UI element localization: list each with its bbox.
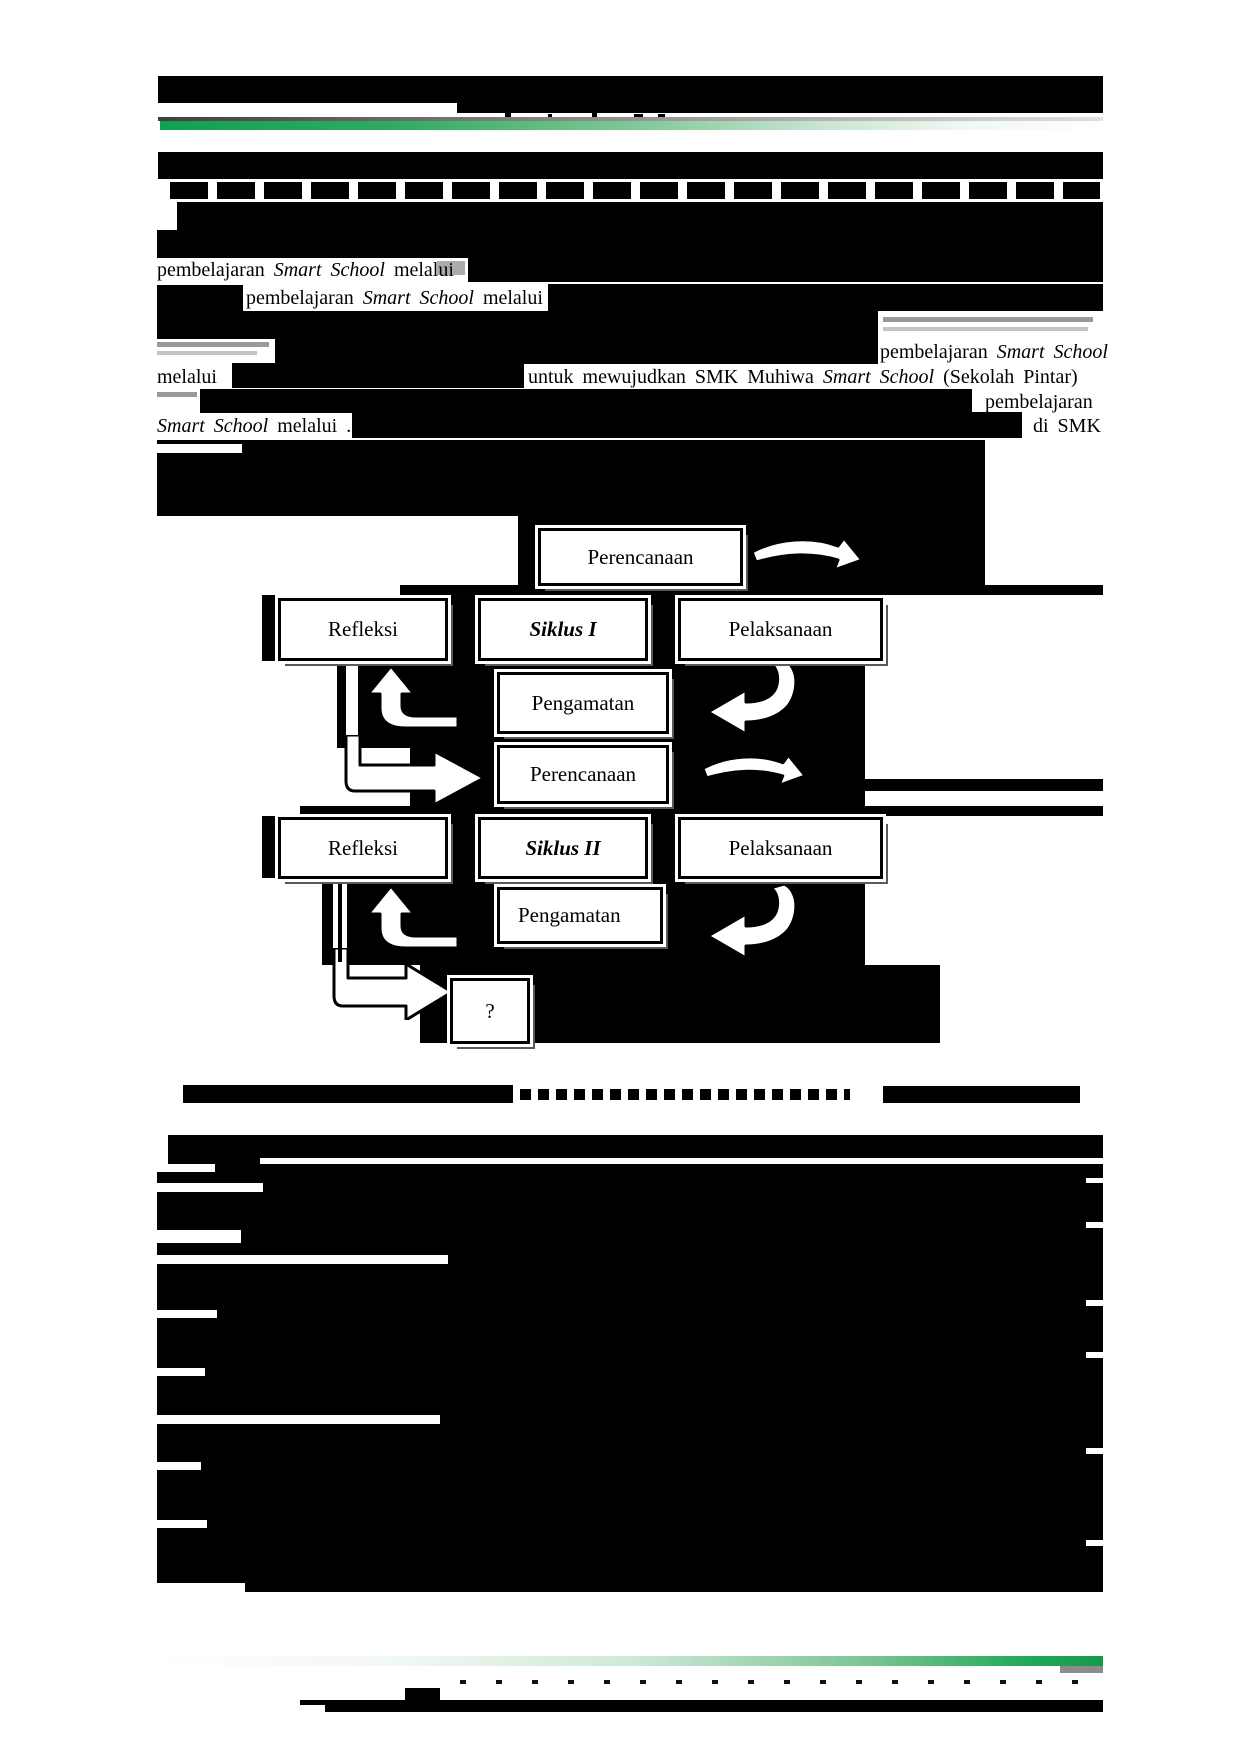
paragraph-line (157, 366, 217, 389)
text-fragment-italic: Smart School (362, 287, 474, 309)
text-fragment: pembelajaran (246, 287, 363, 309)
erased-text-remnant (157, 342, 269, 347)
paragraph-indent-gap (157, 1462, 201, 1470)
line-end-gap (1086, 1222, 1103, 1228)
flow-box-pengamatan-2 (497, 887, 663, 944)
flow-connector-line-inner (338, 878, 342, 962)
arrow-curve-down-icon (698, 748, 812, 800)
arrow-bent-up-icon (360, 882, 460, 952)
redaction-patch (800, 779, 1103, 791)
paragraph-line (1033, 415, 1101, 438)
text-fragment: pembelajaran (985, 391, 1093, 413)
paragraph-line (157, 259, 454, 282)
redaction-patch (400, 585, 1103, 595)
redaction-bar (157, 440, 985, 516)
erased-text-remnant (157, 392, 197, 397)
line-end-gap (1086, 1448, 1103, 1454)
paragraph-indent-gap (157, 1310, 217, 1318)
text-fragment-italic: Smart School (157, 415, 269, 437)
flow-box-refleksi-1 (278, 598, 448, 661)
text-fragment: melalui (473, 287, 543, 309)
text-fragment: pembelajaran (157, 259, 274, 281)
header-green-rule (160, 121, 1103, 130)
text-fragment: pembelajaran (880, 341, 997, 363)
text-fragment: melalui (384, 259, 454, 281)
paragraph-indent-gap (157, 1183, 263, 1192)
flow-box-label: Perencanaan (587, 544, 694, 569)
paragraph-line (246, 287, 543, 310)
line-end-gap (1086, 1352, 1103, 1358)
flow-box-perencanaan-2 (497, 745, 669, 804)
paragraph-line (880, 341, 1108, 364)
flow-box-label: Perencanaan (529, 762, 637, 786)
paragraph-indent-gap (157, 1255, 448, 1264)
redaction-bar (170, 182, 1100, 199)
flow-box-siklus-1 (478, 598, 648, 661)
arrow-bent-up-icon (360, 662, 460, 732)
text-fragment: (Sekolah Pintar) (934, 366, 1078, 388)
line-end-gap (1086, 1540, 1103, 1546)
redaction-bar (157, 285, 243, 311)
redaction-bar (158, 152, 1103, 179)
arrow-uturn-left-icon (686, 880, 801, 962)
redaction-bar (183, 1085, 513, 1103)
flow-box-refleksi-2 (278, 817, 448, 879)
redaction-bar (352, 412, 1022, 438)
flow-box-pelaksanaan-1 (678, 598, 883, 661)
redaction-bar (300, 1700, 325, 1705)
redaction-patch (300, 806, 1103, 816)
flow-box-label: Siklus I (529, 617, 597, 641)
flow-box-pengamatan-1 (497, 672, 669, 734)
redaction-bar (460, 1680, 1090, 1684)
redaction-bar (157, 202, 1103, 258)
paragraph-indent-gap (157, 202, 177, 230)
footer-green-rule (158, 1656, 1103, 1666)
flow-box-perencanaan-1 (538, 528, 743, 586)
text-fragment-italic: Smart School (996, 341, 1108, 363)
text-fragment: melalui (157, 366, 217, 388)
paragraph-indent-gap (157, 1520, 207, 1528)
redaction-bar (325, 1700, 1103, 1712)
redaction-bar (232, 363, 524, 388)
flow-box-siklus-2 (478, 817, 648, 879)
flow-box-label: Refleksi (328, 835, 398, 860)
arrow-elbow-right-icon (338, 735, 488, 807)
flow-box-label: Siklus II (525, 835, 601, 860)
redaction-bar (157, 311, 878, 339)
redaction-bar (520, 1089, 850, 1100)
redaction-bar (457, 103, 1103, 113)
redaction-bar (158, 76, 1103, 103)
text-fragment: di SMK (1033, 415, 1101, 437)
paragraph-line (985, 391, 1093, 414)
redaction-bar (548, 284, 1103, 311)
erased-text-remnant (883, 317, 1093, 322)
line-end-gap (1086, 1178, 1103, 1183)
paragraph-line (528, 366, 1078, 389)
arrow-elbow-right-icon (326, 948, 454, 1020)
paragraph-indent-gap (157, 444, 242, 453)
redaction-bar (883, 1086, 1080, 1103)
redaction-block (157, 1164, 1103, 1592)
paragraph-indent-gap (157, 1368, 205, 1376)
flow-box-question (450, 978, 530, 1044)
arrow-uturn-left-icon (686, 656, 801, 738)
flow-box-label: ? (485, 998, 495, 1023)
paragraph-indent-gap (157, 1583, 245, 1592)
text-fragment-italic: Smart School (822, 366, 935, 388)
flow-box-label: Pelaksanaan (728, 617, 833, 641)
paragraph-indent-gap (157, 1415, 440, 1424)
flow-box-label: Pelaksanaan (728, 835, 833, 860)
line-end-gap (1086, 1300, 1103, 1306)
flow-box-pelaksanaan-2 (678, 817, 883, 879)
erased-text-remnant (883, 327, 1088, 331)
redaction-bar (200, 389, 972, 413)
redaction-bar (168, 1135, 1103, 1158)
erased-text-remnant (157, 351, 257, 355)
paragraph-indent-gap (157, 1164, 215, 1172)
text-fragment: melalui . (268, 415, 352, 437)
redaction-bar (275, 339, 878, 364)
text-fragment-italic: Smart School (273, 259, 385, 281)
flow-box-label: Pengamatan (531, 690, 635, 715)
paragraph-indent-gap (157, 1230, 241, 1243)
arrow-curve-down-icon (750, 530, 866, 586)
flow-box-label: Refleksi (328, 617, 398, 641)
footer-rule-shadow (1060, 1666, 1103, 1673)
redaction-bar (468, 256, 1103, 282)
paragraph-line (157, 415, 351, 438)
text-fragment: untuk mewujudkan SMK Muhiwa (528, 366, 823, 388)
flow-box-label: Pengamatan (518, 903, 621, 927)
